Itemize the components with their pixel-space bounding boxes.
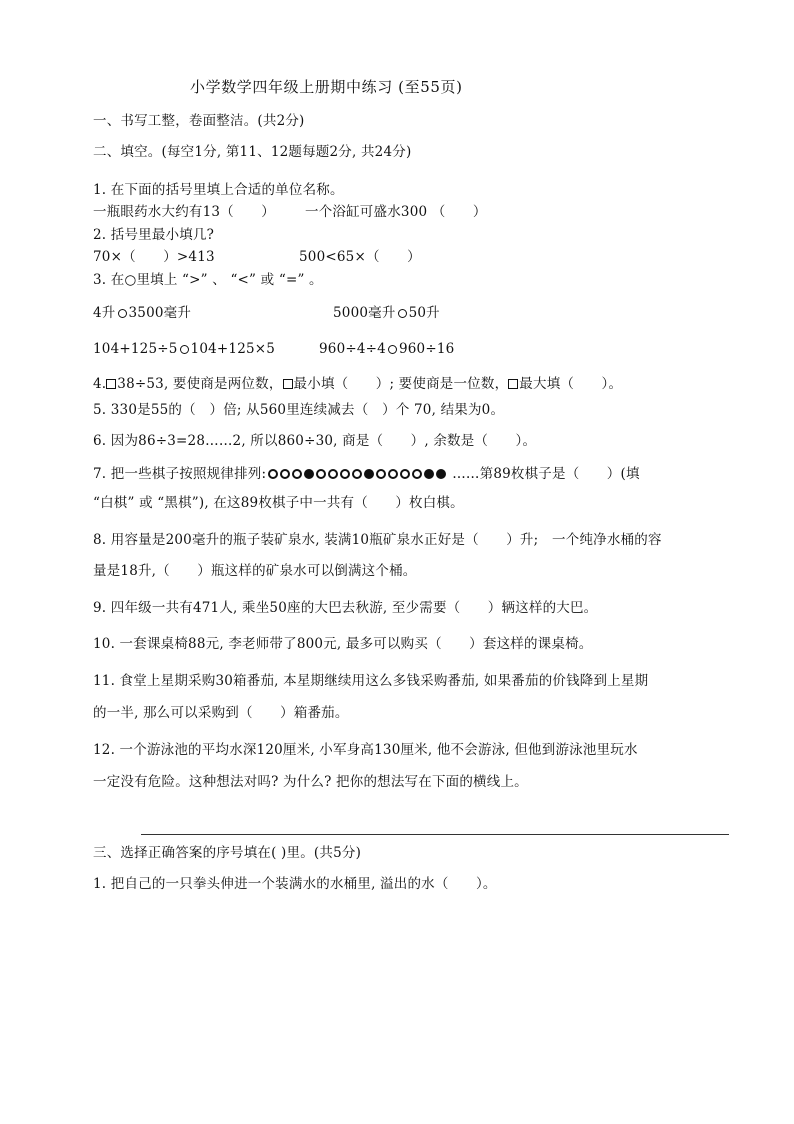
section-one-heading: 一、书写工整，卷面整洁。(共2分) xyxy=(93,113,305,129)
white-piece-icon xyxy=(340,469,350,479)
q3-row-2 xyxy=(93,339,455,359)
white-piece-icon xyxy=(376,469,386,479)
q11-line-1: 11. 食堂上星期采购30箱番茄, 本星期继续用这么多钱采购番茄, 如果番茄的价钱降到上星期 xyxy=(93,673,649,689)
blank-square-icon xyxy=(508,379,518,389)
white-piece-icon xyxy=(400,469,410,479)
white-piece-icon xyxy=(328,469,338,479)
black-piece-icon xyxy=(436,469,446,479)
q7-line-2: “白棋” 或 “黑棋”), 在这89枚棋子中一共有（ ）枚白棋。 xyxy=(93,495,464,511)
white-piece-icon xyxy=(268,469,278,479)
q3-d-group xyxy=(319,339,454,359)
compare-circle-icon xyxy=(388,345,397,354)
section-three-heading: 三、选择正确答案的序号填在( )里。(共5分) xyxy=(93,845,362,861)
page-title: 小学数学四年级上册期中练习 (至55页) xyxy=(190,78,463,96)
q8-line-2: 量是18升,（ ）瓶这样的矿泉水可以倒满这个桶。 xyxy=(93,563,417,579)
compare-circle-icon xyxy=(398,309,407,318)
q2-part-a: 70×（ ）>413 xyxy=(93,249,215,265)
q3-c-right: 104+125×5 xyxy=(190,341,276,357)
compare-circle-icon xyxy=(118,309,127,318)
q1-part-b: 一个浴缸可盛水300 （ ） xyxy=(305,204,487,220)
chess-pieces-sequence xyxy=(268,465,448,485)
q1-line xyxy=(93,202,487,222)
q6-line: 6. 因为86÷3=28……2, 所以860÷30, 商是（ ）, 余数是（ ）。 xyxy=(93,433,537,449)
black-piece-icon xyxy=(364,469,374,479)
q1-stem: 1. 在下面的括号里填上合适的单位名称。 xyxy=(93,182,344,198)
q2-part-b: 500<65×（ ） xyxy=(299,249,421,265)
blank-square-icon xyxy=(283,379,293,389)
q3-d-left: 960÷4÷4 xyxy=(319,341,386,357)
q4-text-3: 最大填（ ）。 xyxy=(519,376,623,392)
q4-number: 4. xyxy=(93,376,107,392)
answer-write-line[interactable] xyxy=(141,834,729,835)
q7-text-2: ……第89枚棋子是（ ）(填 xyxy=(452,466,640,482)
q3-b-left: 5000毫升 xyxy=(333,305,396,321)
q3-c-left: 104+125÷5 xyxy=(93,341,178,357)
q3-b-right: 50升 xyxy=(408,305,440,321)
q3-a-right: 3500毫升 xyxy=(128,305,192,321)
black-piece-icon xyxy=(424,469,434,479)
black-piece-icon xyxy=(304,469,314,479)
q7-line-1 xyxy=(93,464,640,485)
q12-line-1: 12. 一个游泳池的平均水深120厘米, 小军身高130厘米, 他不会游泳, 但他到游泳池里玩水 xyxy=(93,742,638,758)
q5-line: 5. 330是55的（ ）倍; 从560里连续减去（ ）个 70, 结果为0。 xyxy=(93,402,505,418)
q3-stem: 3. 在○里填上 “>” 、 “<” 或 “=” 。 xyxy=(93,272,323,288)
white-piece-icon xyxy=(388,469,398,479)
q4-text-2: 最小填（ ）; 要使商是一位数， xyxy=(293,376,509,392)
q3-a-left: 4升 xyxy=(93,305,116,321)
white-piece-icon xyxy=(292,469,302,479)
q4-line xyxy=(93,374,622,394)
q12-line-2: 一定没有危险。这种想法对吗? 为什么? 把你的想法写在下面的横线上。 xyxy=(93,774,528,790)
q3-d-right: 960÷16 xyxy=(398,341,455,357)
q2-line xyxy=(93,247,421,267)
q4-text-1: 38÷53, 要使商是两位数， xyxy=(117,376,283,392)
q8-line-1: 8. 用容量是200毫升的瓶子装矿泉水, 装满10瓶矿泉水正好是（ ）升; 一个纯净水桶的容 xyxy=(93,532,662,548)
white-piece-icon xyxy=(352,469,362,479)
q9-line: 9. 四年级一共有471人, 乘坐50座的大巴去秋游, 至少需要（ ）辆这样的大巴。 xyxy=(93,600,598,616)
section-two-heading: 二、填空。(每空1分, 第11、12题每题2分, 共24分) xyxy=(93,144,412,160)
q3-b-group xyxy=(333,303,440,323)
q2-stem: 2. 括号里最小填几? xyxy=(93,227,215,243)
q11-line-2: 的一半, 那么可以采购到（ ）箱番茄。 xyxy=(93,705,349,721)
q10-line: 10. 一套课桌椅88元, 李老师带了800元, 最多可以购买（ ）套这样的课桌椅。 xyxy=(93,636,593,652)
white-piece-icon xyxy=(412,469,422,479)
compare-circle-icon xyxy=(180,345,189,354)
q7-text-1: 7. 把一些棋子按照规律排列: xyxy=(93,466,267,482)
blank-square-icon xyxy=(106,379,116,389)
q3-row-1 xyxy=(93,303,440,323)
white-piece-icon xyxy=(316,469,326,479)
q1-part-a: 一瓶眼药水大约有13（ ） xyxy=(93,204,275,220)
white-piece-icon xyxy=(280,469,290,479)
s3-q1-line: 1. 把自己的一只拳头伸进一个装满水的水桶里, 溢出的水（ ）。 xyxy=(93,876,497,892)
